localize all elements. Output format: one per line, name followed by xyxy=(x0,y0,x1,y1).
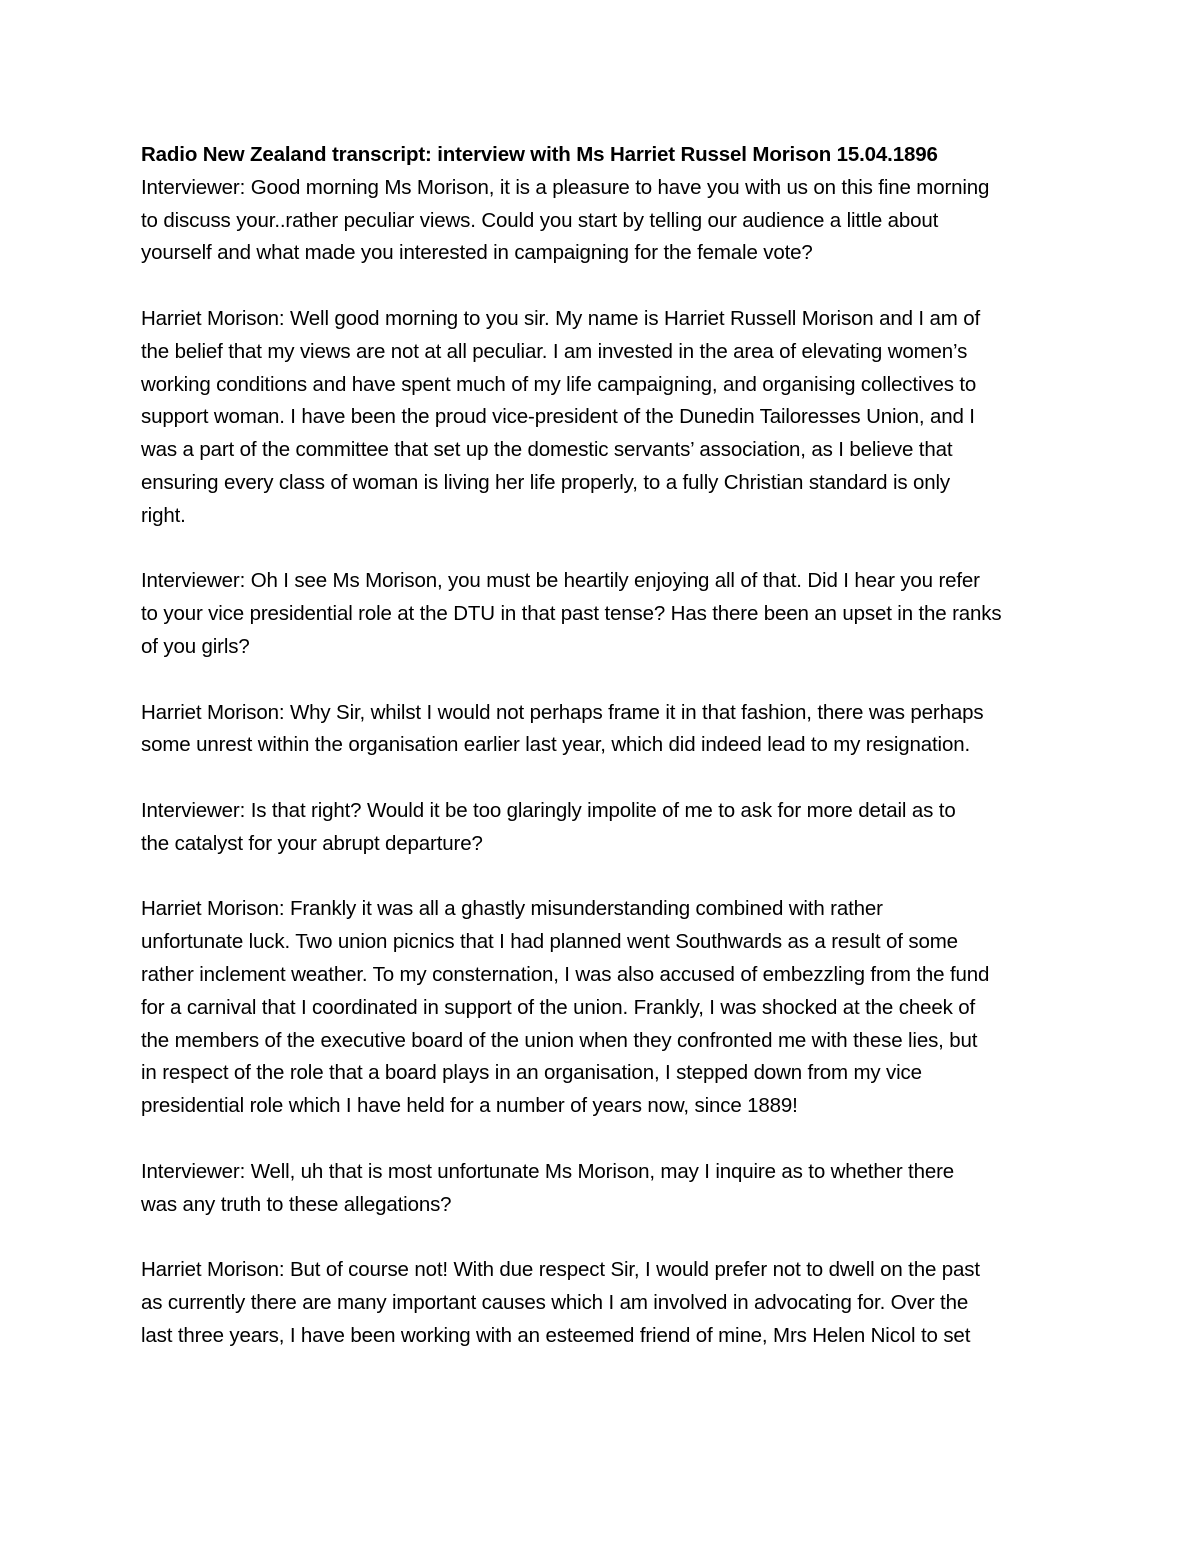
transcript-body xyxy=(141,139,1081,1385)
text-line: the belief that my views are not at all peculiar. I am invested in the area of elevating women’s xyxy=(141,339,968,363)
text-line: yourself and what made you interested in campaigning for the female vote? xyxy=(141,241,813,265)
text-line: Harriet Morison: Why Sir, whilst I would not perhaps frame it in that fashion, there was perhaps xyxy=(141,700,984,724)
text-line: Interviewer: Good morning Ms Morison, it is a pleasure to have you with us on this fine morning xyxy=(141,175,990,199)
text-line: was any truth to these allegations? xyxy=(141,1192,452,1216)
text-line: some unrest within the organisation earlier last year, which did indeed lead to my resignation. xyxy=(141,733,970,757)
paragraph-interviewer-2 xyxy=(141,565,1081,663)
text-line: presidential role which I have held for a number of years now, since 1889! xyxy=(141,1094,798,1118)
text-line: the catalyst for your abrupt departure? xyxy=(141,831,483,855)
text-line: Interviewer: Is that right? Would it be too glaringly impolite of me to ask for more detail as to xyxy=(141,798,956,822)
paragraph-interviewer-1 xyxy=(141,172,1081,270)
text-line: Interviewer: Oh I see Ms Morison, you must be heartily enjoying all of that. Did I hear you refer xyxy=(141,569,980,593)
text-line: to discuss your..rather peculiar views. Could you start by telling our audience a little about xyxy=(141,208,939,232)
text-line: unfortunate luck. Two union picnics that I had planned went Southwards as a result of some xyxy=(141,930,958,954)
paragraph-morison-2 xyxy=(141,697,1081,763)
text-line: in respect of the role that a board plays in an organisation, I stepped down from my vice xyxy=(141,1061,922,1085)
paragraph-morison-3 xyxy=(141,893,1081,1123)
text-line: last three years, I have been working with an esteemed friend of mine, Mrs Helen Nicol to set xyxy=(141,1323,971,1347)
paragraph-interviewer-4 xyxy=(141,1156,1081,1222)
text-line: working conditions and have spent much of my life campaigning, and organising collectives to xyxy=(141,372,977,396)
paragraph-morison-4 xyxy=(141,1254,1081,1352)
paragraph-morison-1 xyxy=(141,303,1081,533)
text-line: of you girls? xyxy=(141,634,250,658)
document-title: Radio New Zealand transcript: interview with Ms Harriet Russel Morison 15.04.1896 xyxy=(141,143,938,166)
text-line: as currently there are many important causes which I am involved in advocating for. Over the xyxy=(141,1290,969,1314)
text-line: to your vice presidential role at the DTU in that past tense? Has there been an upset in the ranks xyxy=(141,602,1002,626)
text-line: was a part of the committee that set up the domestic servants’ association, as I believe that xyxy=(141,438,953,462)
text-line: ensuring every class of woman is living her life properly, to a fully Christian standard is only xyxy=(141,470,951,494)
text-line: Harriet Morison: But of course not! With due respect Sir, I would prefer not to dwell on the past xyxy=(141,1258,980,1282)
text-line: support woman. I have been the proud vice-president of the Dunedin Tailoresses Union, and I xyxy=(141,405,975,429)
text-line: the members of the executive board of the union when they confronted me with these lies, but xyxy=(141,1028,978,1052)
text-line: Harriet Morison: Frankly it was all a ghastly misunderstanding combined with rather xyxy=(141,897,883,921)
paragraph-interviewer-3 xyxy=(141,795,1081,861)
text-line: right. xyxy=(141,503,186,527)
text-line: Harriet Morison: Well good morning to you sir. My name is Harriet Russell Morison and I am of xyxy=(141,306,981,330)
text-line: for a carnival that I coordinated in support of the union. Frankly, I was shocked at the cheek of xyxy=(141,995,976,1019)
text-line: Interviewer: Well, uh that is most unfortunate Ms Morison, may I inquire as to whether there xyxy=(141,1159,955,1183)
text-line: rather inclement weather. To my consternation, I was also accused of embezzling from the fund xyxy=(141,962,990,986)
